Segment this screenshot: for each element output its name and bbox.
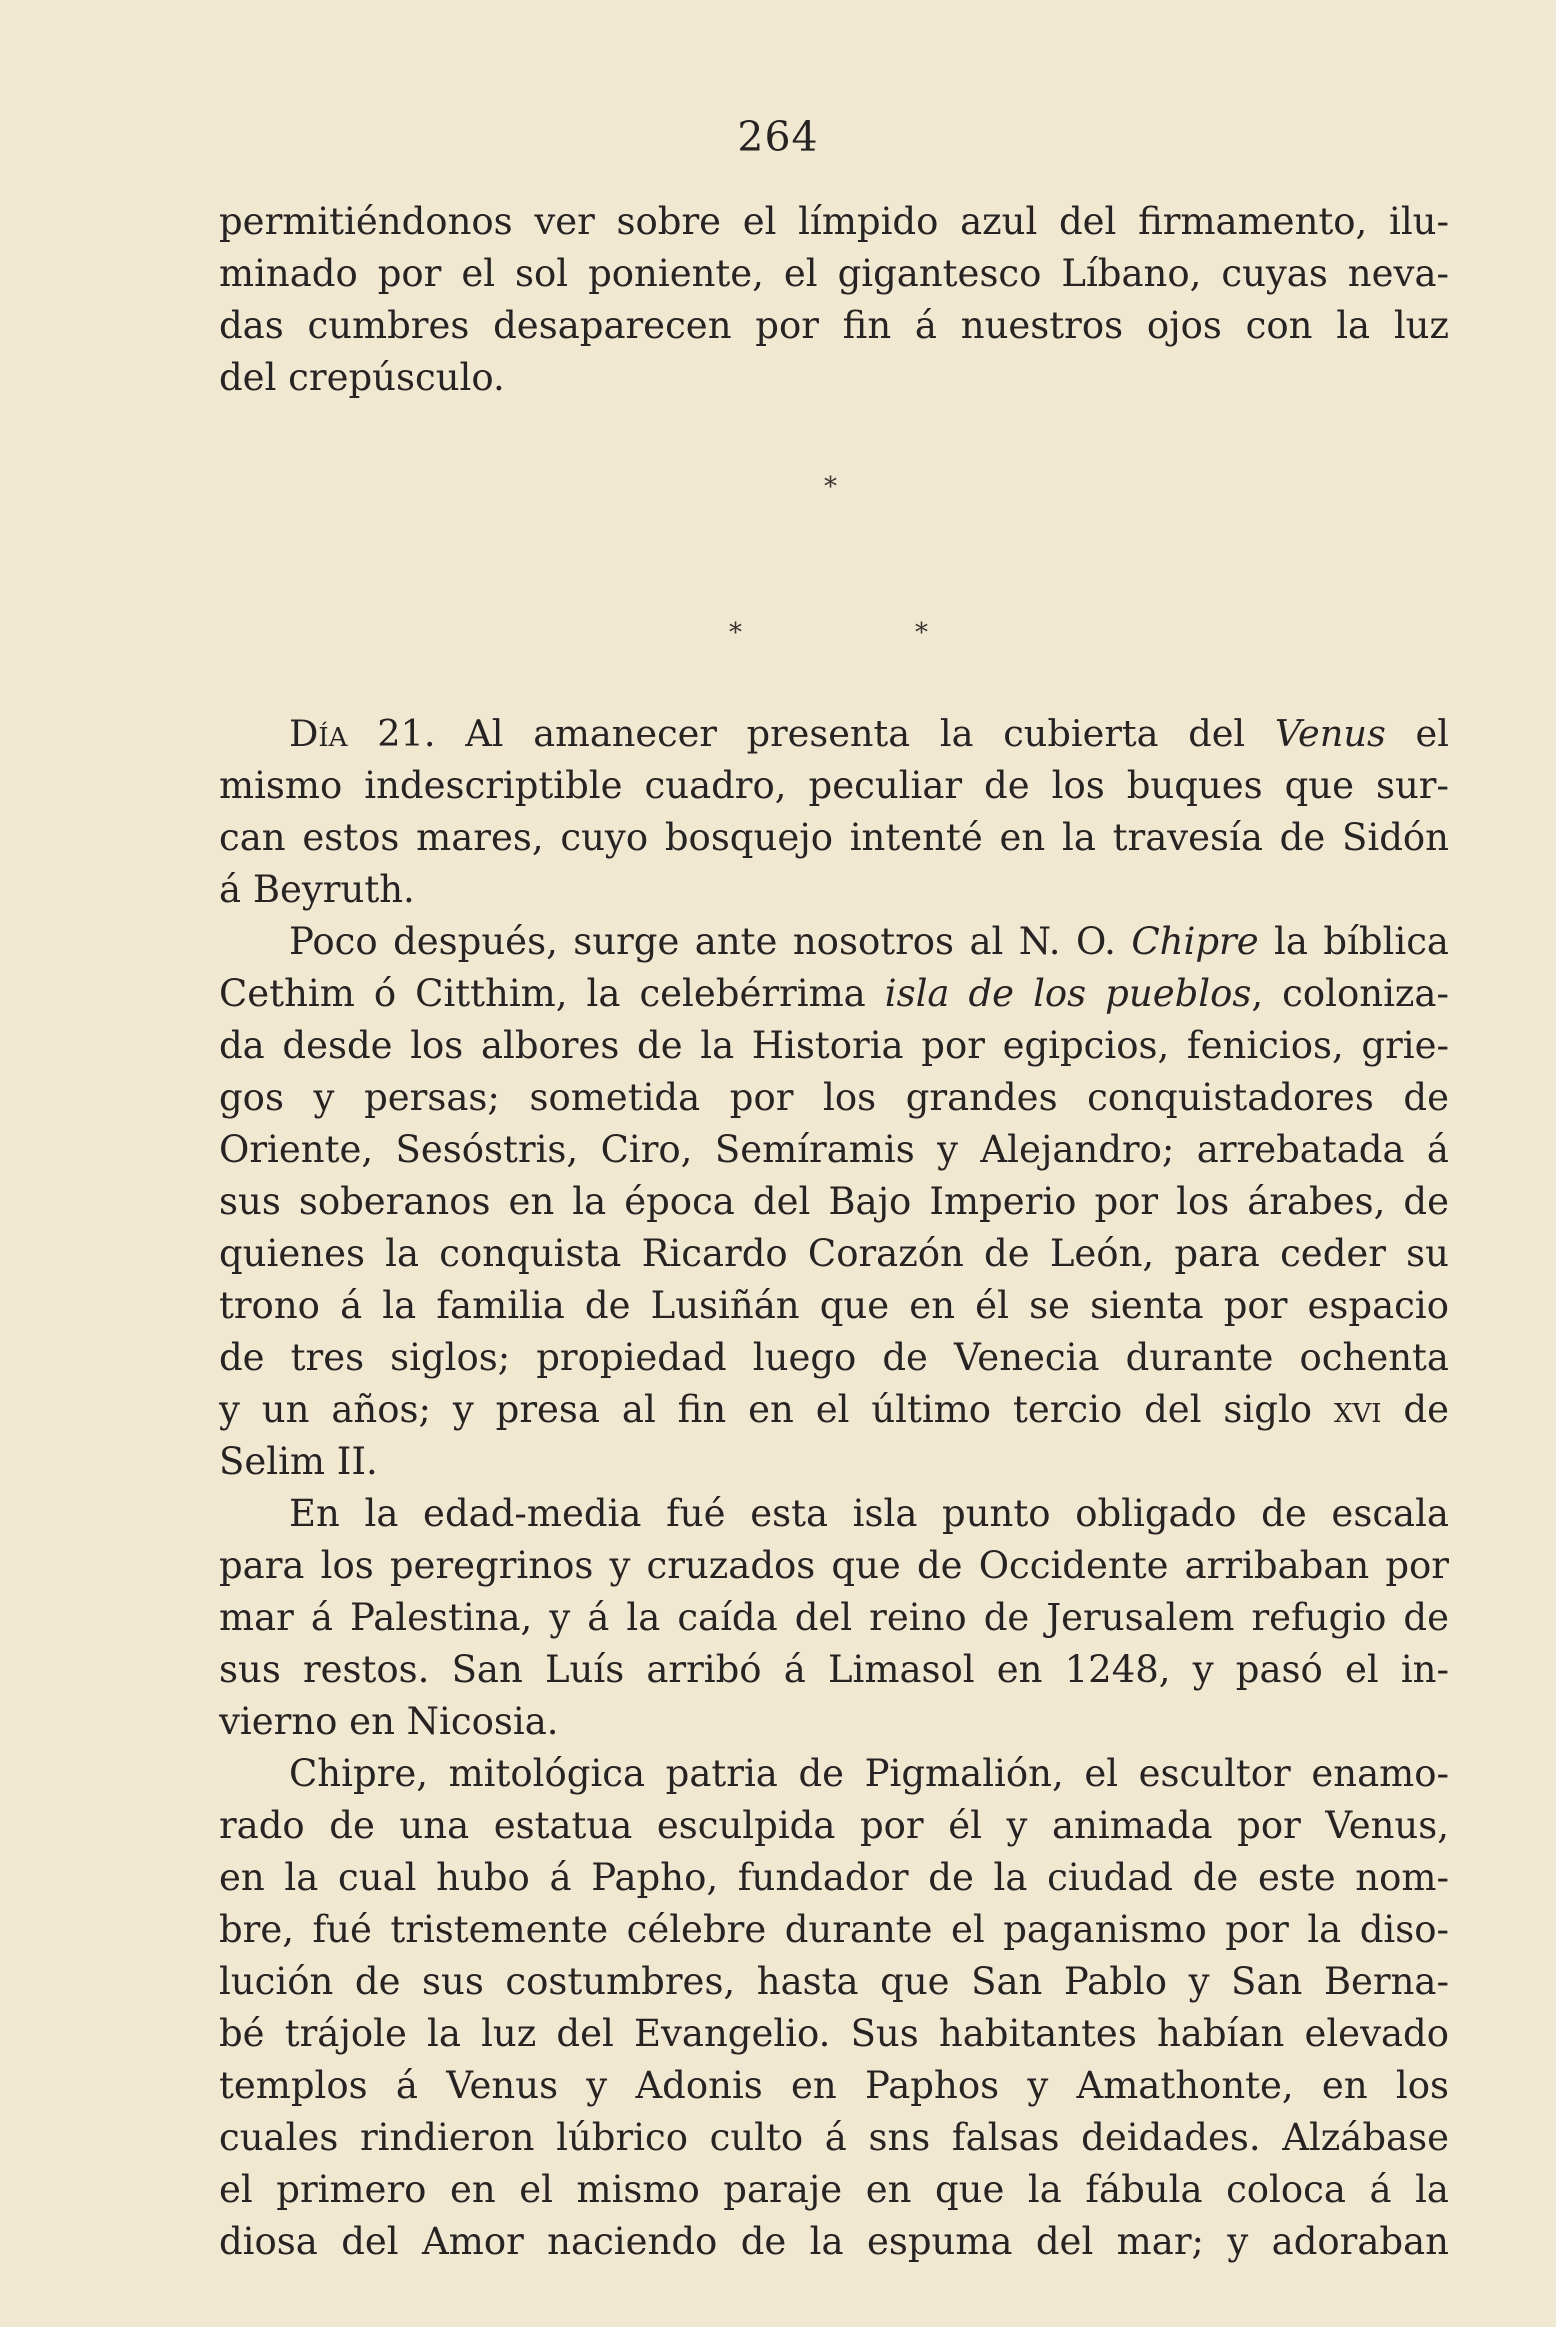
ship-name: Venus	[1274, 712, 1386, 755]
text-line: can estos mares, cuyo bosquejo intenté en la travesía de Sidón	[219, 816, 1449, 859]
text-line: y un años; y presa al fin en el último tercio del siglo xvi de	[219, 1388, 1449, 1431]
separator-asterisk: *	[729, 618, 742, 648]
text-line: Oriente, Sesóstris, Ciro, Semíramis y Alejandro; arrebatada á	[219, 1128, 1449, 1171]
text-line: quienes la conquista Ricardo Corazón de León, para ceder su	[219, 1232, 1449, 1275]
text-line: cuales rindieron lúbrico culto á sns falsas deidades. Alzábase	[219, 2116, 1449, 2159]
text-line: das cumbres desaparecen por fin á nuestros ojos con la luz	[219, 304, 1449, 347]
italic-name: Chipre	[1131, 920, 1259, 963]
page-number: 264	[737, 113, 819, 161]
text-line: en la cual hubo á Papho, fundador de la ciudad de este nom-	[219, 1856, 1449, 1899]
italic-phrase: isla de los pueblos	[884, 972, 1252, 1015]
text-line: para los peregrinos y cruzados que de Occidente arribaban por	[219, 1544, 1449, 1587]
text-line: mismo indescriptible cuadro, peculiar de los buques que sur-	[219, 764, 1449, 807]
text-line: vierno en Nicosia.	[219, 1700, 559, 1743]
text-line: diosa del Amor naciendo de la espuma del mar; y adoraban	[219, 2220, 1449, 2263]
text-line: del crepúsculo.	[219, 356, 505, 399]
text-line: templos á Venus y Adonis en Paphos y Amathonte, en los	[219, 2064, 1449, 2107]
text-line: Cethim ó Citthim, la celebérrima isla de los pueblos, coloniza-	[219, 972, 1449, 1015]
text-line: Selim II.	[219, 1440, 378, 1483]
text-line: gos y persas; sometida por los grandes conquistadores de	[219, 1076, 1449, 1119]
separator-asterisk: *	[915, 618, 928, 648]
text-line: mar á Palestina, y á la caída del reino de Jerusalem refugio de	[219, 1596, 1449, 1639]
text-line: Día 21. Al amanecer presenta la cubierta del Venus el	[289, 712, 1449, 755]
text-line: Chipre, mitológica patria de Pigmalión, el escultor enamo-	[289, 1752, 1449, 1795]
text-line: el primero en el mismo paraje en que la fábula coloca á la	[219, 2168, 1449, 2211]
text-line: minado por el sol poniente, el gigantesco Líbano, cuyas neva-	[219, 252, 1449, 295]
text-line: En la edad-media fué esta isla punto obligado de escala	[289, 1492, 1449, 1535]
main-text	[219, 708, 1449, 2268]
separator-asterisk: *	[824, 472, 837, 502]
text-line: rado de una estatua esculpida por él y animada por Venus,	[219, 1804, 1449, 1847]
day-number: 21.	[377, 712, 436, 755]
text-line: bre, fué tristemente célebre durante el paganismo por la diso-	[219, 1908, 1449, 1951]
text-line: bé trájole la luz del Evangelio. Sus habitantes habían elevado	[219, 2012, 1449, 2055]
text-line: á Beyruth.	[219, 868, 415, 911]
paragraph-top	[219, 196, 1449, 404]
text-line: da desde los albores de la Historia por egipcios, fenicios, grie-	[219, 1024, 1449, 1067]
text-line: lución de sus costumbres, hasta que San Pablo y San Berna-	[219, 1960, 1449, 2003]
text-line: de tres siglos; propiedad luego de Venecia durante ochenta	[219, 1336, 1449, 1379]
text-line: sus soberanos en la época del Bajo Imperio por los árabes, de	[219, 1180, 1449, 1223]
day-label: Día	[289, 712, 348, 755]
century-numeral: xvi	[1333, 1388, 1382, 1431]
text-line: sus restos. San Luís arribó á Limasol en 1248, y pasó el in-	[219, 1648, 1449, 1691]
text-line: Poco después, surge ante nosotros al N. O. Chipre la bíblica	[289, 920, 1449, 963]
text-line: permitiéndonos ver sobre el límpido azul del firmamento, ilu-	[219, 200, 1449, 243]
text-line: trono á la familia de Lusiñán que en él se sienta por espacio	[219, 1284, 1449, 1327]
